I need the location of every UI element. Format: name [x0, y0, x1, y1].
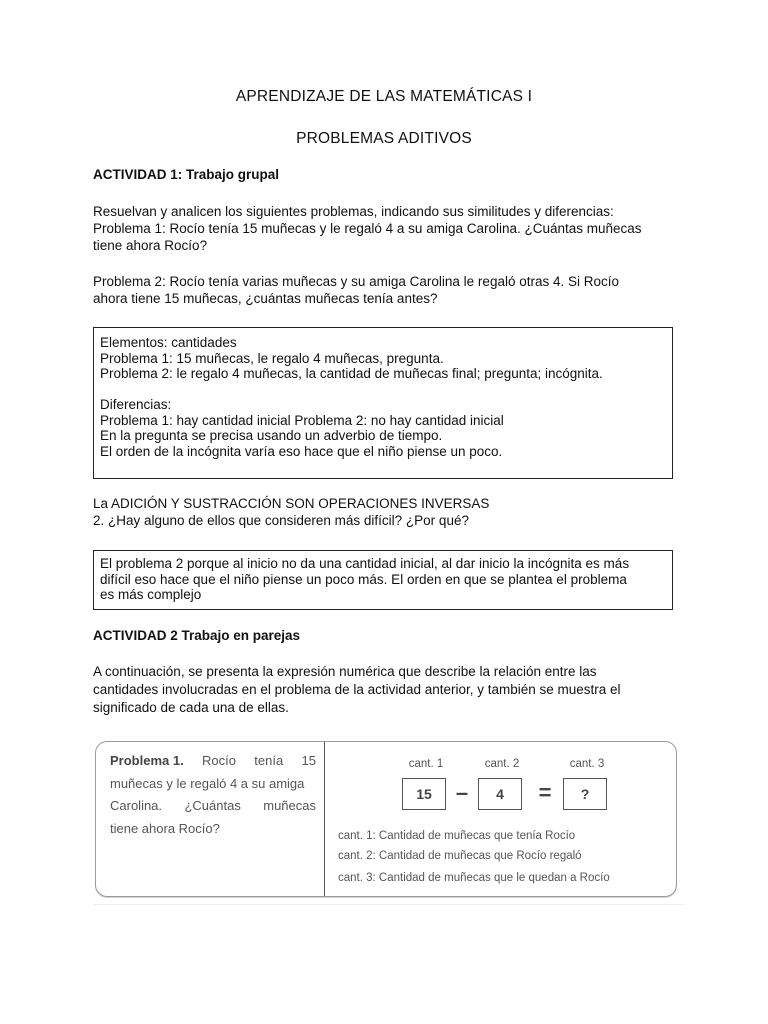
- text-line: Problema 1: Rocío tenía 15 muñecas y le regaló 4 a su amiga Carolina. ¿Cuántas muñecas: [93, 221, 642, 236]
- problem2-text: [93, 273, 683, 307]
- text-line: 2. ¿Hay alguno de ellos que consideren más difícil? ¿Por qué?: [93, 513, 469, 528]
- cant-3-label: cant. 3: [569, 758, 605, 770]
- box-line: El problema 2 porque al inicio no da una cantidad inicial, al dar inicio la incógnita es más: [100, 556, 630, 571]
- text-line: tiene ahora Rocío?: [110, 820, 220, 836]
- word: muñecas: [263, 798, 316, 813]
- word: tenía: [254, 753, 284, 768]
- legend-cant-3: cant. 3: Cantidad de muñecas que le quedan a Rocío: [338, 872, 610, 884]
- text-line: Resuelvan y analicen los siguientes problemas, indicando sus similitudes y diferencias:: [93, 204, 614, 219]
- cant-1-value-box: 15: [402, 778, 446, 810]
- text-line: [110, 795, 316, 818]
- equals-sign: =: [538, 780, 552, 805]
- box-line: es más complejo: [100, 587, 202, 602]
- activity1-heading: ACTIVIDAD 1: Trabajo grupal: [93, 167, 280, 182]
- word: Rocío: [202, 753, 236, 768]
- word: ¿Cuántas: [184, 798, 241, 813]
- word: 15: [301, 753, 316, 768]
- statement-text: [93, 495, 683, 529]
- text-line: cantidades involucradas en el problema de la actividad anterior, y también se muestra el: [93, 682, 621, 697]
- document-title: APRENDIZAJE DE LAS MATEMÁTICAS I: [235, 88, 533, 105]
- box-line: Problema 1: 15 muñecas, le regalo 4 muñecas, pregunta.: [100, 350, 444, 366]
- word: Carolina.: [110, 798, 163, 813]
- cant-2-label: cant. 2: [484, 758, 520, 770]
- box-line: Diferencias:: [100, 397, 172, 412]
- activity1-intro: [93, 203, 683, 254]
- box-line: [100, 382, 666, 398]
- document-subtitle: PROBLEMAS ADITIVOS: [296, 130, 472, 147]
- minus-sign: –: [455, 780, 469, 805]
- box-line: Problema 1: hay cantidad inicial Problema 2: no hay cantidad inicial: [100, 412, 504, 428]
- text-line: Problema 2: Rocío tenía varias muñecas y su amiga Carolina le regaló otras 4. Si Rocío: [93, 274, 620, 289]
- answer-box-elements: [93, 327, 673, 479]
- text-line: tiene ahora Rocío?: [93, 238, 208, 253]
- legend-cant-2: cant. 2: Cantidad de muñecas que Rocío regaló: [338, 850, 582, 862]
- box-line: difícil eso hace que el niño piense un poco más. El orden en que se plantea el problema: [100, 571, 627, 587]
- cant-3-value-box: ?: [563, 778, 607, 810]
- text-line: La ADICIÓN Y SUSTRACCIÓN SON OPERACIONES INVERSAS: [93, 496, 490, 511]
- box-line: Problema 2: le regalo 4 muñecas, la cantidad de muñecas final; pregunta; incógnita.: [100, 366, 603, 381]
- cant-1-label: cant. 1: [408, 758, 444, 770]
- activity2-intro: [93, 663, 683, 717]
- figure-problem-text: [110, 750, 316, 840]
- cant-2-value-box: 4: [478, 778, 522, 810]
- text-line: significado de cada una de ellas.: [93, 700, 289, 715]
- text-line: muñecas y le regaló 4 a su amiga: [110, 775, 305, 791]
- box-line: En la pregunta se precisa usando un adverbio de tiempo.: [100, 428, 443, 443]
- problem-figure: [95, 741, 677, 897]
- box-line: El orden de la incógnita varía eso hace que el niño piense un poco.: [100, 443, 503, 459]
- text-line: [110, 750, 316, 773]
- divider: [93, 904, 685, 905]
- answer-box-difficulty: [93, 550, 673, 610]
- text-line: ahora tiene 15 muñecas, ¿cuántas muñecas tenía antes?: [93, 291, 438, 306]
- problem-label: Problema 1.: [110, 753, 184, 768]
- activity2-heading: ACTIVIDAD 2 Trabajo en parejas: [93, 628, 301, 643]
- box-line: Elementos: cantidades: [100, 335, 237, 350]
- legend-cant-1: cant. 1: Cantidad de muñecas que tenía Rocío: [338, 830, 576, 842]
- figure-divider: [324, 742, 325, 896]
- text-line: A continuación, se presenta la expresión numérica que describe la relación entre las: [93, 664, 597, 679]
